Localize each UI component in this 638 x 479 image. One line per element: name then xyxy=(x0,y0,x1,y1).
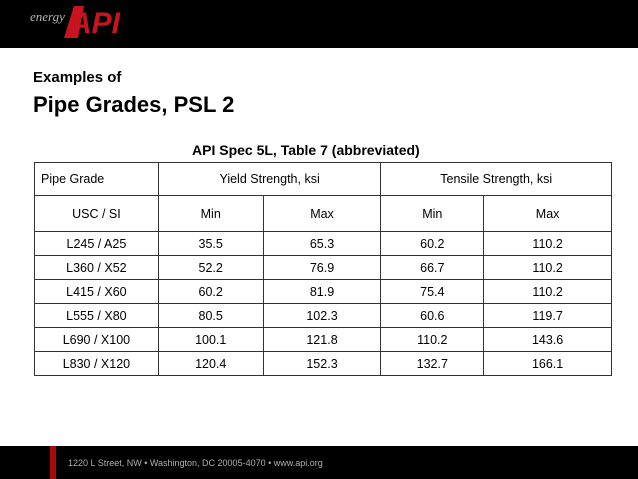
tensile-min-cell: 132.7 xyxy=(381,352,484,376)
table-row xyxy=(35,328,612,352)
yield-min-header: Min xyxy=(158,196,263,232)
yield-max-cell: 152.3 xyxy=(263,352,381,376)
yield-min-cell: 35.5 xyxy=(158,232,263,256)
footer-bar xyxy=(0,446,638,479)
yield-max-cell: 102.3 xyxy=(263,304,381,328)
slide-title: Pipe Grades, PSL 2 xyxy=(33,92,235,117)
tensile-min-cell: 60.6 xyxy=(381,304,484,328)
footer-accent-bar xyxy=(50,446,56,479)
tensile-max-cell: 119.7 xyxy=(484,304,612,328)
svg-text:API: API xyxy=(69,7,121,38)
pipe-grade-header: Pipe Grade xyxy=(35,163,159,196)
header-row-2 xyxy=(35,196,612,232)
pipe-grades-table xyxy=(34,162,612,376)
table-row xyxy=(35,280,612,304)
tensile-min-header: Min xyxy=(381,196,484,232)
yield-min-cell: 100.1 xyxy=(158,328,263,352)
tensile-max-cell: 143.6 xyxy=(484,328,612,352)
header-row-1 xyxy=(35,163,612,196)
grade-cell: L830 / X120 xyxy=(35,352,159,376)
yield-min-cell: 52.2 xyxy=(158,256,263,280)
tensile-min-cell: 110.2 xyxy=(381,328,484,352)
yield-strength-header: Yield Strength, ksi xyxy=(158,163,381,196)
yield-min-cell: 80.5 xyxy=(158,304,263,328)
tensile-strength-header: Tensile Strength, ksi xyxy=(381,163,612,196)
yield-max-cell: 121.8 xyxy=(263,328,381,352)
tensile-max-cell: 110.2 xyxy=(484,232,612,256)
yield-max-cell: 65.3 xyxy=(263,232,381,256)
table-row xyxy=(35,232,612,256)
grade-cell: L555 / X80 xyxy=(35,304,159,328)
api-logo-icon xyxy=(64,6,126,38)
tensile-max-cell: 110.2 xyxy=(484,280,612,304)
tensile-min-cell: 75.4 xyxy=(381,280,484,304)
table-row xyxy=(35,352,612,376)
slide-subtitle: Examples of xyxy=(33,69,122,86)
tensile-max-header: Max xyxy=(484,196,612,232)
tensile-min-cell: 66.7 xyxy=(381,256,484,280)
grade-cell: L690 / X100 xyxy=(35,328,159,352)
yield-max-cell: 76.9 xyxy=(263,256,381,280)
grade-cell: L415 / X60 xyxy=(35,280,159,304)
yield-min-cell: 60.2 xyxy=(158,280,263,304)
tensile-max-cell: 166.1 xyxy=(484,352,612,376)
usc-si-header: USC / SI xyxy=(35,196,159,232)
yield-min-cell: 120.4 xyxy=(158,352,263,376)
table-caption: API Spec 5L, Table 7 (abbreviated) xyxy=(192,142,420,158)
tensile-min-cell: 60.2 xyxy=(381,232,484,256)
table-row xyxy=(35,304,612,328)
grade-cell: L245 / A25 xyxy=(35,232,159,256)
logo-energy-text: energy xyxy=(30,9,65,24)
header-bar xyxy=(0,0,638,48)
grade-cell: L360 / X52 xyxy=(35,256,159,280)
yield-max-cell: 81.9 xyxy=(263,280,381,304)
footer-address: 1220 L Street, NW • Washington, DC 20005-4070 • www.api.org xyxy=(68,458,323,468)
tensile-max-cell: 110.2 xyxy=(484,256,612,280)
yield-max-header: Max xyxy=(263,196,381,232)
table-row xyxy=(35,256,612,280)
